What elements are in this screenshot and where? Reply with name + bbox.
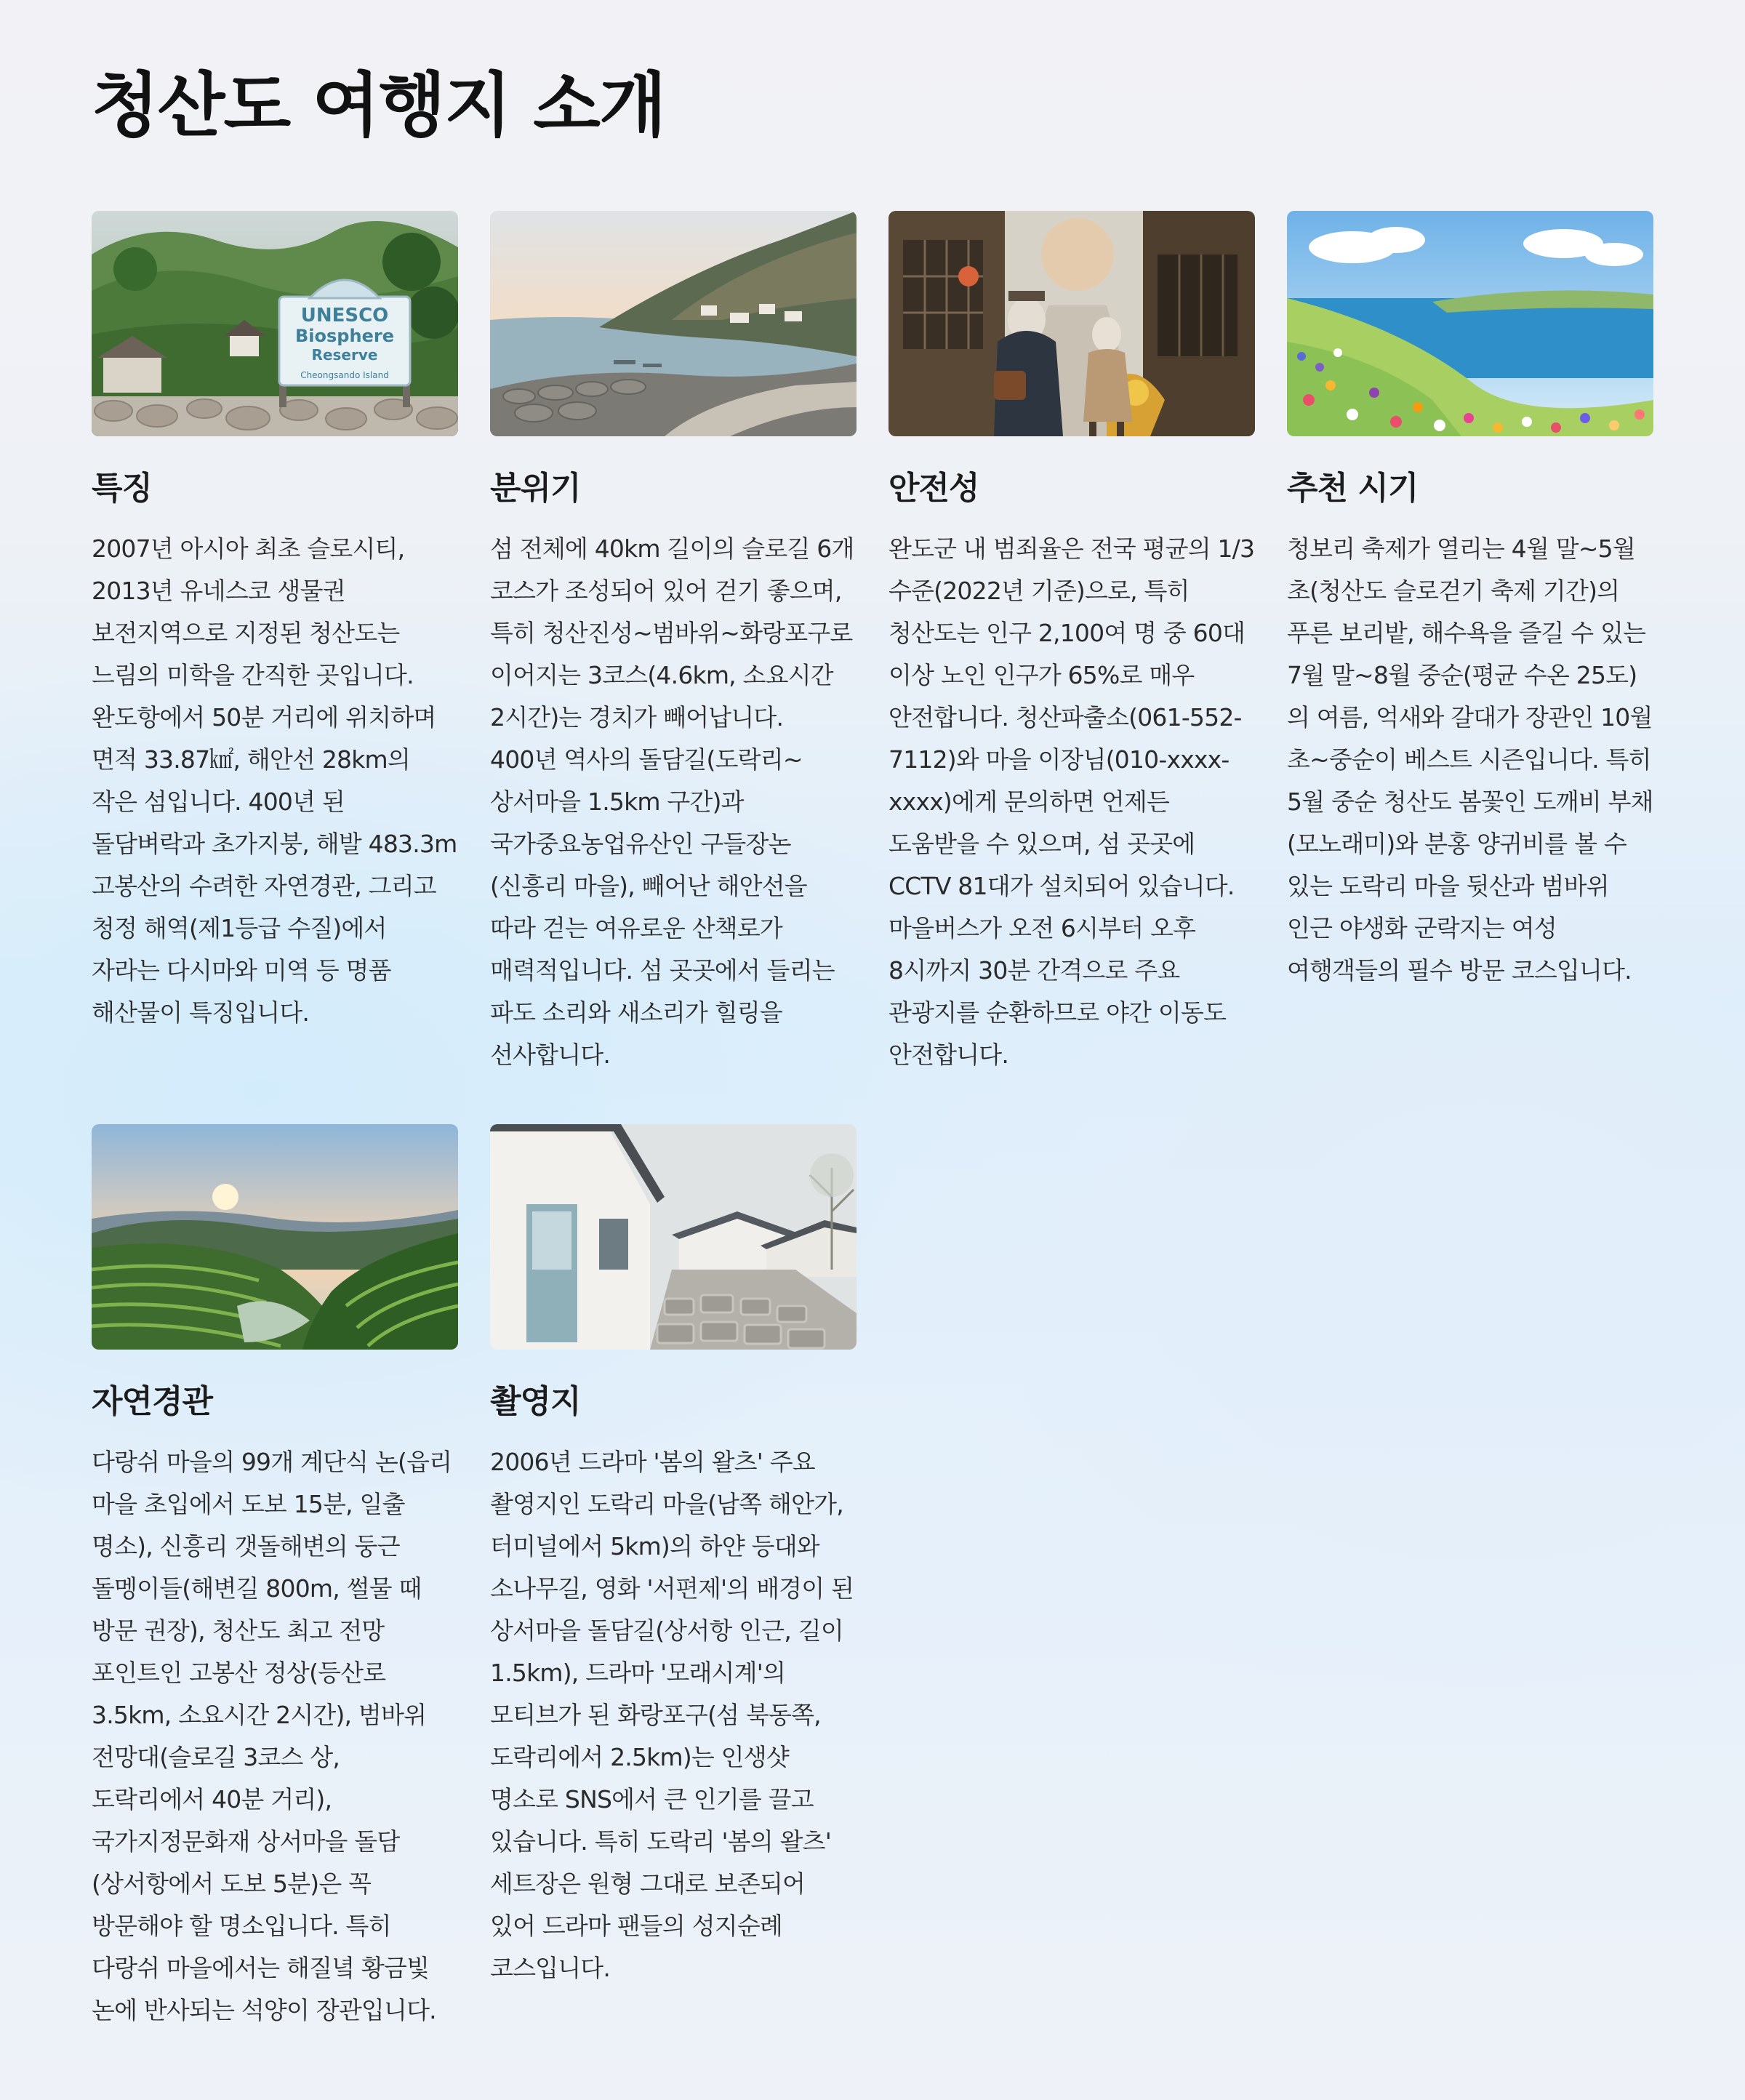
- card-features: [92, 211, 458, 1034]
- sign-line1: UNESCO: [300, 305, 389, 326]
- coastal-village-image: [490, 211, 857, 436]
- page-container: [92, 58, 1655, 2024]
- card-description: 다랑쉬 마을의 99개 계단식 논(읍리 마을 초입에서 도보 15분, 일출 명소), 신흥리 갯돌해변의 둥근 돌멩이들(해변길 800m, 썰물 때 방문 권장), 청산도 최고 전망 포인트인 고봉산 정상(등산로 3.5km, 소요시간 2시간), 범바위 전망대(슬로길 3코스 상, 도락리에서 40분 거리), 국가지정문화재 상서마을 돌담(상서항에서 도보 5분)은 꼭 방문해야 할 명소입니다. 특히 다랑쉬 마을에서는 해질녘 황금빛 논에 반사되는 석양이 장관입니다.: [92, 1448, 452, 2024]
- flower-field-sea-image: [1287, 211, 1653, 436]
- card-title: 자연경관: [92, 1383, 213, 1420]
- page-title: 청산도 여행지 소개: [92, 65, 665, 146]
- terraced-fields-sunset-image: [92, 1124, 458, 1350]
- card-title: 특징: [92, 470, 153, 507]
- card-title: 안전성: [888, 470, 979, 507]
- sign-line2: Biosphere: [295, 326, 394, 346]
- stone-alley-houses-image: [490, 1124, 857, 1350]
- card-safety: [888, 211, 1255, 1076]
- card-description: 완도군 내 범죄율은 전국 평균의 1/3 수준(2022년 기준)으로, 특히 청산도는 인구 2,100여 명 중 60대 이상 노인 인구가 65%로 매우 안전합니다. 청산파출소(061-552-7112)와 마을 이장님(010-xxxx-xxxx)에게 문의하면 언제든 도움받을 수 있으며, 섬 곳곳에 CCTV 81대가 설치되어 있습니다. 마을버스가 오전 6시부터 오후 8시까지 30분 간격으로 주요 관광지를 순환하므로 야간 이동도 안전합니다.: [888, 534, 1255, 1069]
- card-description: 청보리 축제가 열리는 4월 말~5월 초(청산도 슬로걷기 축제 기간)의 푸른 보리밭, 해수욕을 즐길 수 있는 7월 말~8월 중순(평균 수온 25도)의 여름, 억새와 갈대가 장관인 10월 초~중순이 베스트 시즌입니다. 특히 5월 중순 청산도 봄꽃인 도깨비 부채(모노래미)와 분홍 양귀비를 볼 수 있는 도락리 마을 뒷산과 범바위 인근 야생화 군락지는 여성 여행객들의 필수 방문 코스입니다.: [1287, 534, 1653, 985]
- card-description: 2007년 아시아 최초 슬로시티, 2013년 유네스코 생물권 보전지역으로 지정된 청산도는 느림의 미학을 간직한 곳입니다. 완도항에서 50분 거리에 위치하며 면적 33.87㎢, 해안선 28km의 작은 섬입니다. 400년 된 돌담벼락과 초가지붕, 해발 483.3m 고봉산의 수려한 자연경관, 그리고 청정 해역(제1등급 수질)에서 자라는 다시마와 미역 등 명품 해산물이 특징입니다.: [92, 534, 457, 1027]
- village-street-people-image: [888, 211, 1255, 436]
- card-title: 추천 시기: [1287, 470, 1419, 507]
- card-description: 섬 전체에 40km 길이의 슬로길 6개 코스가 조성되어 있어 걷기 좋으며, 특히 청산진성~범바위~화랑포구로 이어지는 3코스(4.6km, 소요시간 2시간)는 경치가 빼어납니다. 400년 역사의 돌담길(도락리~상서마을 1.5km 구간)과 국가중요농업유산인 구들장논(신흥리 마을), 빼어난 해안선을 따라 걷는 여유로운 산책로가 매력적입니다. 섬 곳곳에서 들리는 파도 소리와 새소리가 힐링을 선사합니다.: [490, 534, 854, 1069]
- sign-line3: Reserve: [311, 346, 378, 364]
- card-season: [1287, 211, 1653, 992]
- sign-line4: Cheongsando Island: [300, 370, 389, 380]
- card-title: 분위기: [490, 470, 581, 507]
- card-atmosphere: [490, 211, 857, 1076]
- unesco-sign-image: [92, 211, 458, 436]
- card-filming-location: [490, 1124, 857, 1989]
- card-scenery: [92, 1124, 458, 2032]
- card-title: 촬영지: [490, 1383, 581, 1420]
- card-description: 2006년 드라마 '봄의 왈츠' 주요 촬영지인 도락리 마을(남쪽 해안가, 터미널에서 5km)의 하얀 등대와 소나무길, 영화 '서편제'의 배경이 된 상서마을 돌담길(상서항 인근, 길이 1.5km), 드라마 '모래시계'의 모티브가 된 화랑포구(섬 북동쪽, 도락리에서 2.5km)는 인생샷 명소로 SNS에서 큰 인기를 끌고 있습니다. 특히 도락리 '봄의 왈츠' 세트장은 원형 그대로 보존되어 있어 드라마 팬들의 성지순례 코스입니다.: [490, 1448, 854, 1982]
